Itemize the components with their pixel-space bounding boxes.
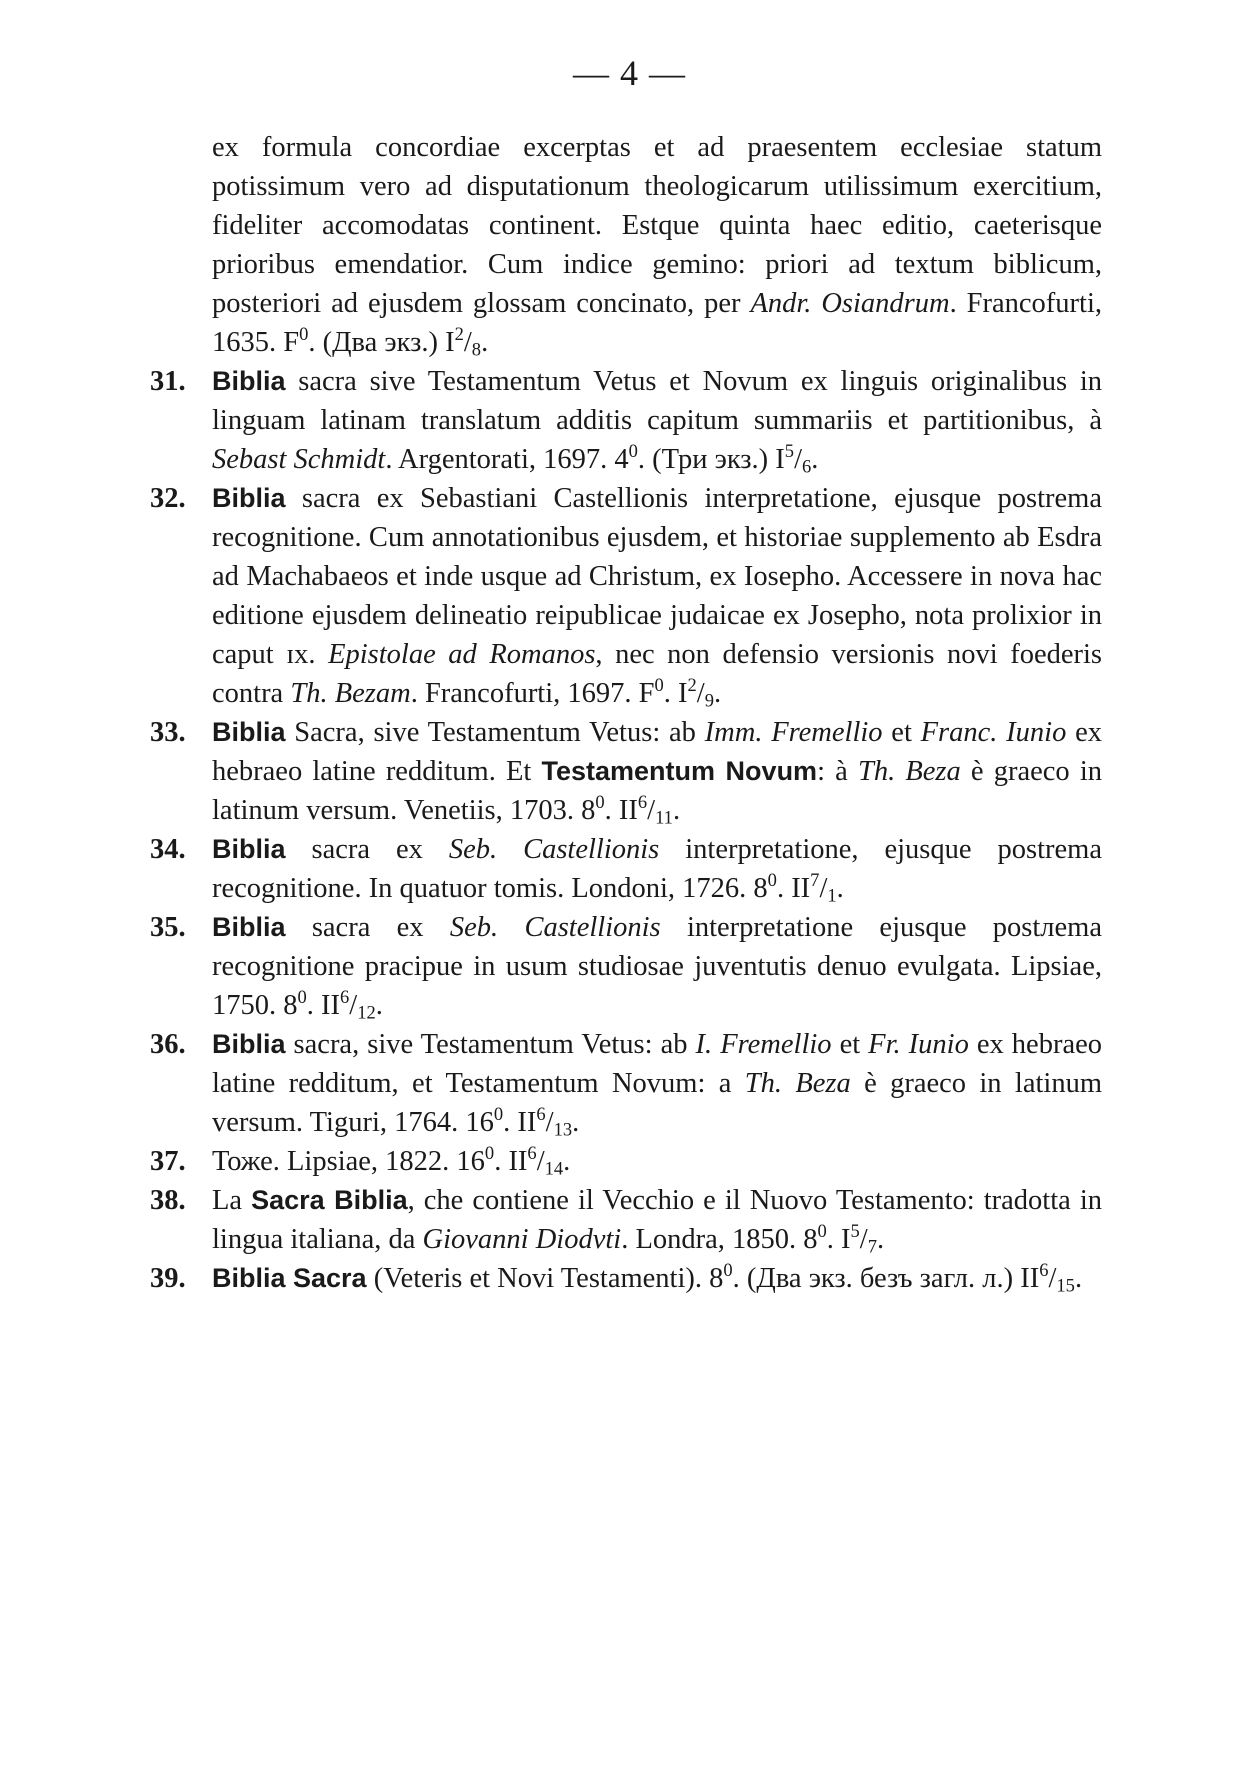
entry-author: Seb. Castellionis xyxy=(449,912,661,943)
entry-text: sacra, sive Testamentum Vetus: ab xyxy=(285,1029,696,1060)
entry-text: . xyxy=(563,1146,571,1177)
entry-text: . xyxy=(481,327,489,358)
entry-text: . II xyxy=(494,1146,528,1177)
entry-text: . xyxy=(375,990,383,1021)
format-superscript: 0 xyxy=(628,440,638,462)
entry-author: Fr. Iunio xyxy=(868,1029,969,1060)
entry-text: sacra ex xyxy=(285,912,450,943)
entry-number: 31. xyxy=(150,366,186,397)
entry-text: ex formula concordiae excerptas et ad praesentem ecclesiae statum potissimum vero ad disputationum theologicarum utilissimum exercitium, fideliter accomodatas continent. Estque quinta haec editio, caeterisque prioribus emendatior. Cum indice gemino: priori ad textum biblicum, posteriori ad ejusdem glossam concinato, per xyxy=(212,132,1102,319)
entry-text: . xyxy=(1074,1263,1083,1294)
entry-text: . Argentorati, 1697. 4 xyxy=(385,444,629,475)
entry-author: Th. Beza xyxy=(744,1068,851,1099)
entry-text: . Francofurti, 1697. F xyxy=(410,678,655,709)
entry-text: . (Два экз.) I xyxy=(308,327,455,358)
entry-number: 39. xyxy=(150,1263,186,1294)
format-superscript: 0 xyxy=(767,869,777,891)
entry-text: , che contiene il Vecchio e il Nuovo Testamento: tradotta in lingua italiana, da xyxy=(212,1185,1102,1255)
catalog-entry-33: 33. Biblia Sacra, sive Testamentum Vetus: ab Imm. Fremellio et Franc. Iunio ex hebraeo latine redditum. Et Testamentum Novum: à Th. Beza è graeco in latinum versum. Venetiis, 1703. $8^0$. $II^6/_{11}$. xyxy=(150,713,1102,830)
entry-text: . xyxy=(811,444,819,475)
format-superscript: 0 xyxy=(723,1259,733,1281)
entry-italic: Epistolae ad Romanos xyxy=(328,639,596,670)
shelf-superscript: 7 xyxy=(810,869,820,891)
entry-title: Sacra Biblia xyxy=(251,1185,408,1215)
entry-text: . (Два экз. безъ загл. л.) II xyxy=(732,1263,1040,1294)
catalog-entry-32: 32. Biblia sacra ex Sebastiani Castellionis interpretatione, ejusque postrema recognitione. Cum annotationibus ejusdem, et historiae supplemento ab Esdra ad Machabaeos et inde usque ad Christum, ex Iosepho. Accessere in nova hac editione ejusdem delineatio reipublicae judaicae ex Josepho, nota prolixior in caput ɪx. Epistolae ad Romanos, nec non defensio versionis novi foederis contra Th. Bezam. Francofurti, 1697. $F^0$. $I^2/_9$. xyxy=(150,479,1102,713)
shelf-superscript: 6 xyxy=(340,986,350,1008)
entry-text: sacra sive Testamentum Vetus et Novum ex linguis originalibus in linguam latinam translatum additis capitum summariis et partitionibus, à xyxy=(212,366,1102,436)
entry-text: La xyxy=(212,1185,252,1216)
entry-text: . II xyxy=(306,990,340,1021)
entry-author: I. Fremellio xyxy=(695,1029,832,1060)
entry-text: . Francofurti, 1635. F xyxy=(212,288,1103,358)
entry-text: (Veteris et Novi Testamenti). 8 xyxy=(366,1263,724,1294)
entry-text: . xyxy=(836,873,844,904)
shelf-superscript: 6 xyxy=(536,1103,546,1125)
entry-number: 38. xyxy=(150,1185,186,1216)
shelf-subscript: 1 xyxy=(827,885,837,907)
catalog-entry-31: 31. Biblia sacra sive Testamentum Vetus et Novum ex linguis originalibus in linguam latinam translatum additis capitum summariis et partitionibus, à Sebast Schmidt. Argentorati, 1697. $4^0$. (Три экз.) $I^5/_6$. xyxy=(150,362,1102,479)
catalog-content xyxy=(150,128,1102,1298)
entry-text: : à xyxy=(817,756,858,787)
format-superscript: 0 xyxy=(654,674,664,696)
entry-text: è graeco in latinum versum. Tiguri, 1764. 16 xyxy=(212,1068,1102,1138)
entry-text: et xyxy=(831,1029,869,1060)
entry-text: . xyxy=(672,795,681,826)
entry-number: 34. xyxy=(150,834,186,865)
entry-number: 36. xyxy=(150,1029,186,1060)
entry-text: . (Три экз.) I xyxy=(637,444,785,475)
shelf-superscript: 2 xyxy=(454,323,464,345)
shelf-subscript: 14 xyxy=(544,1158,564,1180)
entry-number: 35. xyxy=(150,912,186,943)
entry-text: et xyxy=(882,717,921,748)
entry-author: Seb. Castellionis xyxy=(448,834,660,865)
format-superscript: 0 xyxy=(297,986,307,1008)
entry-title: Biblia xyxy=(212,366,286,396)
entry-text: è graeco in latinum versum. Venetiis, 1703. 8 xyxy=(212,756,1103,826)
entry-text: Тоже. Lipsiae, 1822. 16 xyxy=(212,1146,485,1177)
entry-author: Th. Beza xyxy=(857,756,961,787)
format-superscript: 0 xyxy=(595,791,605,813)
format-superscript: 0 xyxy=(484,1142,495,1164)
entry-text: . I xyxy=(826,1224,851,1255)
entry-text: . xyxy=(876,1224,885,1255)
entry-author: Imm. Fremellio xyxy=(704,717,883,748)
format-superscript: 0 xyxy=(299,323,309,345)
entry-number: 37. xyxy=(150,1146,186,1177)
shelf-subscript: 13 xyxy=(553,1119,573,1141)
entry-text: , nec non defensio versionis novi foederis contra xyxy=(212,639,1102,709)
shelf-subscript: 6 xyxy=(801,456,812,478)
entry-number: 33. xyxy=(150,717,186,748)
entry-author: Giovanni Diodvti xyxy=(422,1224,622,1255)
catalog-entry-39: 39. Biblia Sacra (Veteris et Novi Testamenti). $8^0$. (Два экз. безъ загл. л.) $II^6/_{15}$. xyxy=(150,1259,1083,1297)
entry-text: Sacra, sive Testamentum Vetus: ab xyxy=(285,717,705,748)
catalog-entry-36: 36. Biblia sacra, sive Testamentum Vetus: ab I. Fremellio et Fr. Iunio ex hebraeo latine redditum, et Testamentum Novum: a Th. Beza è graeco in latinum versum. Tiguri, 1764. $16^0$. $II^6/_{13}$. xyxy=(150,1025,1102,1142)
entry-text: ex hebraeo latine redditum. Et xyxy=(212,717,1103,787)
entry-text: . II xyxy=(776,873,811,904)
shelf-superscript: 6 xyxy=(637,791,648,813)
entry-text: . II xyxy=(604,795,638,826)
entry-author: Franc. Iunio xyxy=(920,717,1067,748)
entry-text: . I xyxy=(663,678,688,709)
entry-text: . Londra, 1850. 8 xyxy=(621,1224,818,1255)
shelf-superscript: 2 xyxy=(687,674,697,696)
entry-title: Biblia xyxy=(212,717,286,747)
entry-author: Th. Bezam xyxy=(290,678,411,709)
continued-entry-30: ex formula concordiae excerptas et ad praesentem ecclesiae statum potissimum vero ad disputationum theologicarum utilissimum exercitium, fideliter accomodatas continent. Estque quinta haec editio, caeterisque prioribus emendatior. Cum indice gemino: priori ad textum biblicum, posteriori ad ejusdem glossam concinato, per Andr. Osiandrum. Francofurti, 1635. $F^0$. (Два экз.) $I^2/_8$. xyxy=(212,132,1103,361)
entry-author: Sebast Schmidt xyxy=(212,444,386,475)
catalog-entry-37: 37. Тоже. Lipsiae, 1822. $16^0$. $II^6/_{14}$. xyxy=(150,1142,571,1180)
shelf-subscript: 15 xyxy=(1056,1275,1075,1297)
shelf-subscript: 8 xyxy=(471,339,482,361)
format-superscript: 0 xyxy=(817,1220,827,1242)
entry-title: Biblia xyxy=(212,834,286,864)
entry-author: Andr. Osiandrum xyxy=(750,288,950,319)
shelf-superscript: 6 xyxy=(527,1142,537,1164)
shelf-subscript: 9 xyxy=(704,690,714,712)
shelf-subscript: 7 xyxy=(867,1236,877,1258)
catalog-entry-35: 35. Biblia sacra ex Seb. Castellionis interpretatione ejusque postлema recognitione pracipue in usum studiosae juventutis denuo evulgata. Lipsiae, 1750. $8^0$. $II^6/_{12}$. xyxy=(150,908,1102,1025)
entry-text: ex hebraeo latine redditum, et Testamentum Novum: a xyxy=(212,1029,1103,1099)
catalog-entry-34: 34. Biblia sacra ex Seb. Castellionis interpretatione, ejusque postrema recognitione. In quatuor tomis. Londoni, 1726. $8^0$. $II^7/_1$. xyxy=(150,830,1102,908)
shelf-subscript: 12 xyxy=(357,1002,376,1024)
entry-text: interpretatione ejusque postлema recognitione pracipue in usum studiosae juventutis denuo evulgata. Lipsiae, 1750. 8 xyxy=(212,912,1102,1021)
entry-title: Biblia xyxy=(212,1029,286,1059)
entry-text: . II xyxy=(503,1107,537,1138)
entry-title: Biblia Sacra xyxy=(212,1263,367,1293)
entry-text: sacra ex Sebastiani Castellionis interpretatione, ejusque postrema recognitione. Cum annotationibus ejusdem, et historiae supplemento ab Esdra ad Machabaeos et inde usque ad Christum, ex Iosepho. Accessere in nova hac editione ejusdem delineatio reipublicae judaicae ex Josepho, nota prolixior in caput ɪx. xyxy=(212,483,1102,670)
entry-text: sacra ex xyxy=(285,834,449,865)
entry-text: interpretatione, ejusque postrema recognitione. In quatuor tomis. Londoni, 1726. 8 xyxy=(212,834,1102,904)
entry-text: . xyxy=(713,678,722,709)
format-superscript: 0 xyxy=(493,1103,504,1125)
shelf-superscript: 5 xyxy=(850,1220,860,1242)
entry-title: Biblia xyxy=(212,912,286,942)
entry-text: . xyxy=(572,1107,580,1138)
page-number: — 4 — xyxy=(573,53,686,93)
catalog-entry-38: 38. La Sacra Biblia, che contiene il Vecchio e il Nuovo Testamento: tradotta in lingua italiana, da Giovanni Diodvti. Londra, 1850. $8^0$. $I^5/_7$. xyxy=(150,1181,1102,1259)
entry-title: Biblia xyxy=(212,483,286,513)
shelf-superscript: 6 xyxy=(1039,1259,1049,1281)
shelf-subscript: 11 xyxy=(655,807,673,829)
entry-title: Testamentum Novum xyxy=(541,756,818,786)
entry-number: 32. xyxy=(150,483,186,514)
shelf-superscript: 5 xyxy=(784,440,795,462)
